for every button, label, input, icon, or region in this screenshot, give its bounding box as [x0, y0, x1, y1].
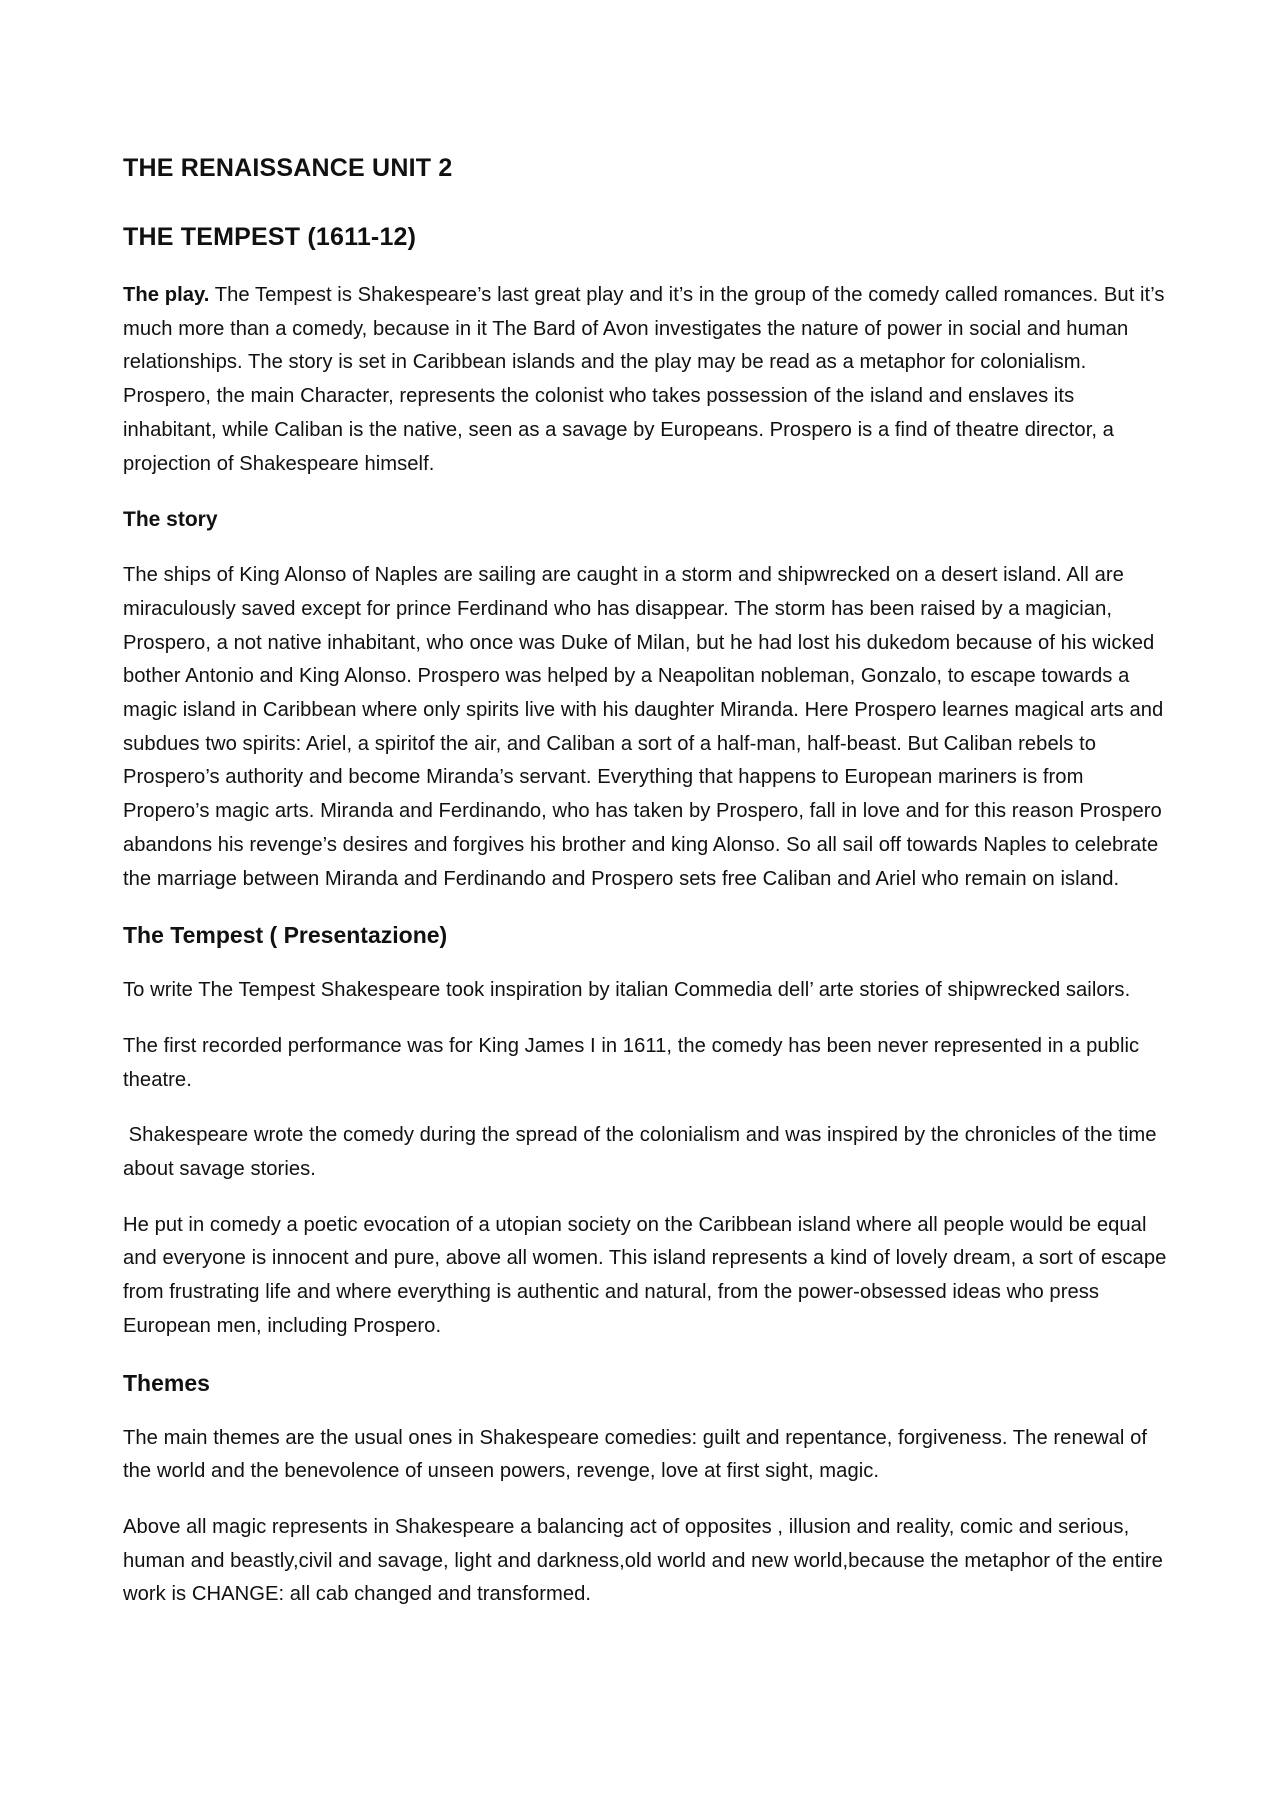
story-paragraph: The ships of King Alonso of Naples are sailing are caught in a storm and shipwrecked on a desert island. All are miraculously saved except for prince Ferdinand who has disappear. The storm has been raised by a magician, Prospero, a not native inhabitant, who once was Duke of Milan, but he had lost his dukedom because of his wicked bother Antonio and King Alonso. Prospero was helped by a Neapolitan nobleman, Gonzalo, to escape towards a magic island in Caribbean where only spirits live with his daughter Miranda. Here Prospero learnes magical arts and subdues two spirits: Ariel, a spiritof the air, and Caliban a sort of a half-man, half-beast. But Caliban rebels to Prospero’s authority and become Miranda’s servant. Everything that happens to European mariners is from Propero’s magic arts. Miranda and Ferdinando, who has taken by Prospero, fall in love and for this reason Prospero abandons his revenge’s desires and forgives his brother and king Alonso. So all sail off towards Naples to celebrate the marriage between Miranda and Ferdinando and Prospero sets free Caliban and Ariel who remain on island.: [123, 564, 1164, 890]
themes-paragraph-1: The main themes are the usual ones in Shakespeare comedies: guilt and repentance, forgiveness. The renewal of the world and the benevolence of unseen powers, revenge, love at first sight, magic.: [123, 1426, 1148, 1483]
document-title: THE RENAISSANCE UNIT 2: [123, 154, 453, 182]
document-body: [123, 152, 1168, 1634]
presentation-paragraph-3: Shakespeare wrote the comedy during the spread of the colonialism and was inspired by the chronicles of the time about savage stories.: [123, 1124, 1163, 1181]
presentation-paragraph-2: The first recorded performance was for King James I in 1611, the comedy has been never represented in a public theatre.: [123, 1034, 1140, 1091]
themes-heading: Themes: [123, 1369, 210, 1396]
document-subtitle: THE TEMPEST (1611-12): [123, 222, 417, 251]
presentation-heading: The Tempest ( Presentazione): [123, 922, 448, 949]
play-text: The Tempest is Shakespeare’s last great play and it’s in the group of the comedy called romances. But it’s much more than a comedy, because in it The Bard of Avon investigates the nature of power in social and human relationships. The story is set in Caribbean islands and the play may be read as a metaphor for colonialism. Prospero, the main Character, represents the colonist who takes possession of the island and enslaves its inhabitant, while Caliban is the native, seen as a savage by Europeans. Prospero is a find of theatre director, a projection of Shakespeare himself.: [123, 284, 1165, 475]
play-lead: The play.: [123, 284, 210, 306]
story-heading: The story: [123, 508, 218, 532]
presentation-paragraph-4: He put in comedy a poetic evocation of a utopian society on the Caribbean island where all people would be equal and everyone is innocent and pure, above all women. This island represents a kind of lovely dream, a sort of escape from frustrating life and where everything is authentic and natural, from the power-obsessed ideas who press European men, including Prospero.: [123, 1213, 1167, 1337]
themes-paragraph-2: Above all magic represents in Shakespeare a balancing act of opposites , illusion and reality, comic and serious, human and beastly,civil and savage, light and darkness,old world and new world,because the metaphor of the entire work is CHANGE: all cab changed and transformed.: [123, 1515, 1163, 1606]
play-paragraph: [123, 279, 1168, 481]
presentation-paragraph-1: To write The Tempest Shakespeare took inspiration by italian Commedia dell’ arte stories of shipwrecked sailors.: [123, 979, 1131, 1002]
